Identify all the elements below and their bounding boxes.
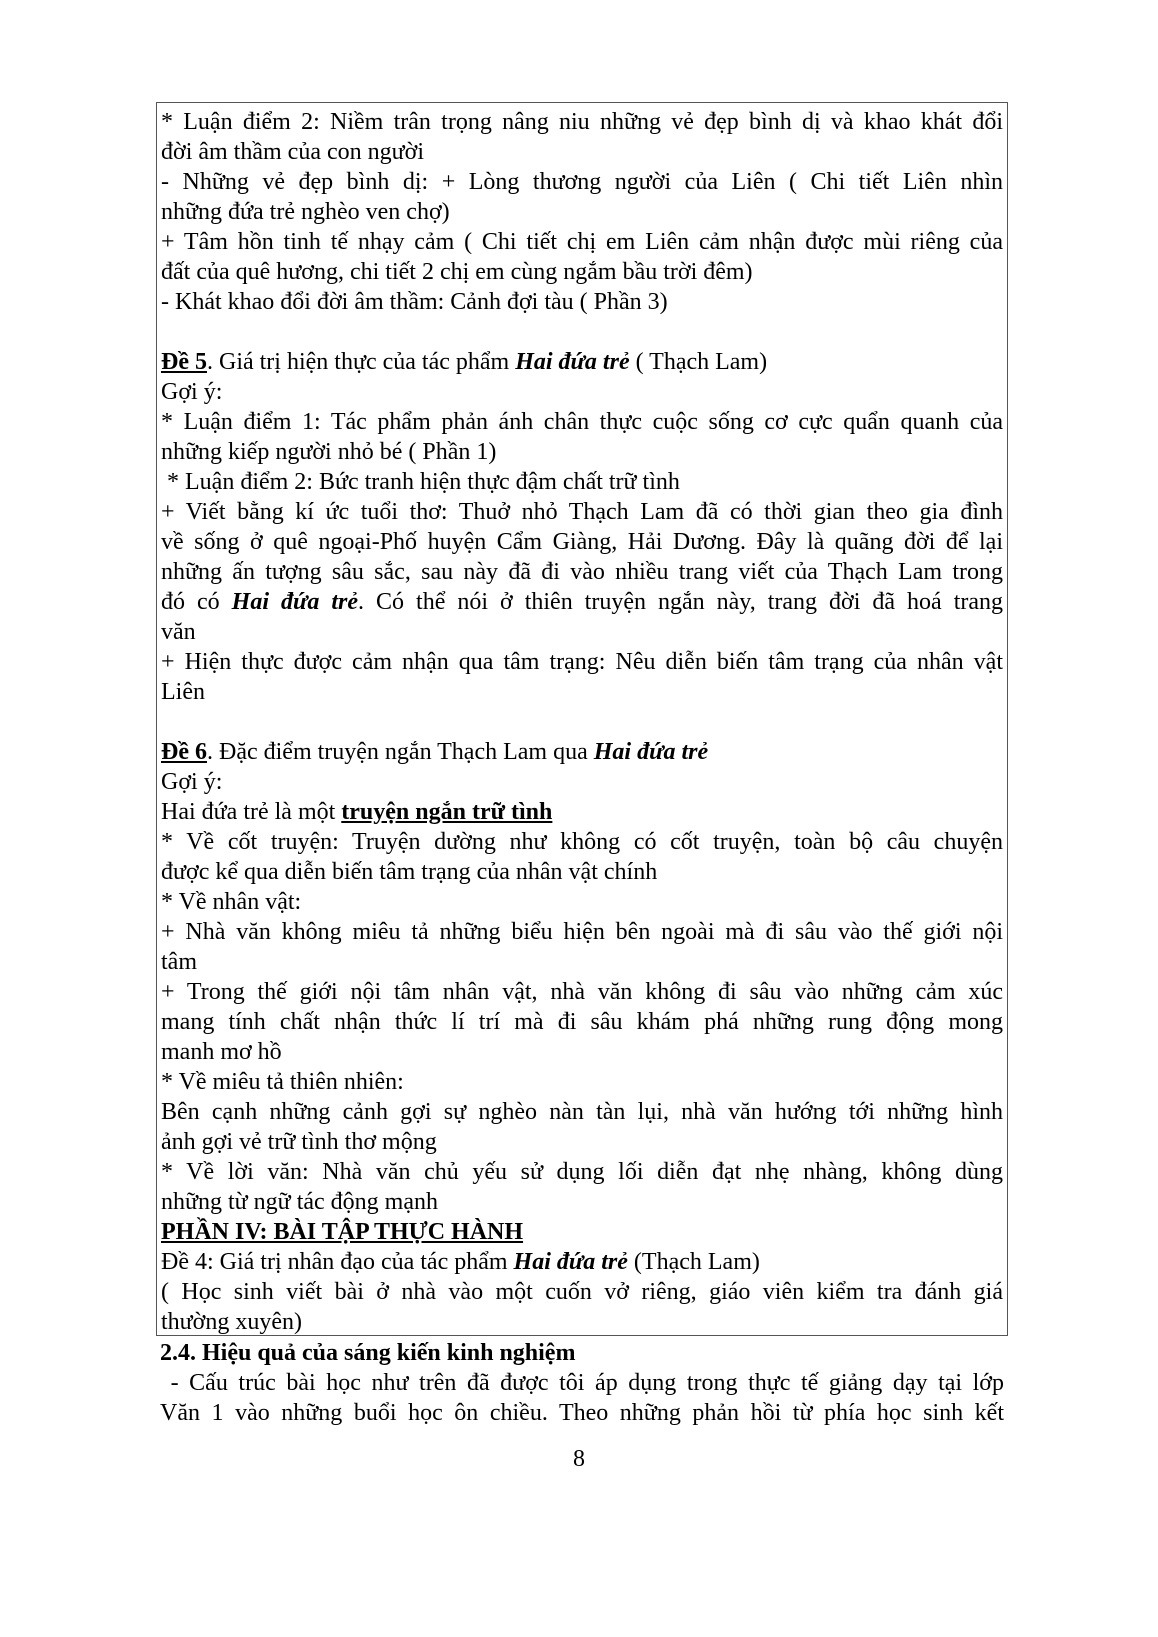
text-line: văn (161, 619, 196, 645)
text-line: * Về miêu tả thiên nhiên: (161, 1069, 404, 1095)
text-line: * Về nhân vật: (161, 889, 302, 915)
text-line: ảnh gợi vẻ trữ tình thơ mộng (161, 1129, 437, 1155)
text-line: * Về lời văn: Nhà văn chủ yếu sử dụng lối diễn đạt nhẹ nhàng, không dùng (161, 1159, 1003, 1185)
text-fragment: Hai đứa trẻ là một (161, 799, 342, 825)
de6-label: Đề 6 (161, 739, 207, 765)
text-line: Liên (161, 679, 205, 705)
text-line: ( Học sinh viết bài ở nhà vào một cuốn vở riêng, giáo viên kiểm tra đánh giá (161, 1279, 1003, 1305)
de5-label: Đề 5 (161, 349, 207, 375)
text-line: được kể qua diễn biến tâm trạng của nhân vật chính (161, 859, 658, 885)
text-line: + Trong thế giới nội tâm nhân vật, nhà văn không đi sâu vào những cảm xúc (161, 979, 1003, 1005)
text-line: đất của quê hương, chi tiết 2 chị em cùng ngắm bầu trời đêm) (161, 259, 753, 285)
de6-title: Hai đứa trẻ (593, 739, 709, 765)
text-line: - Khát khao đổi đời âm thầm: Cảnh đợi tàu ( Phần 3) (161, 289, 668, 315)
text-line: * Về cốt truyện: Truyện dường như không có cốt truyện, toàn bộ câu chuyện (161, 829, 1003, 855)
text-line: * Luận điểm 1: Tác phẩm phản ánh chân thực cuộc sống cơ cực quẩn quanh của (161, 409, 1003, 435)
section-2-4 (160, 1338, 1004, 1428)
text-line: tâm (161, 949, 197, 975)
text-fragment: . Có thể nói ở thiên truyện ngắn này, trang đời đã hoá trang (358, 589, 1003, 615)
text-line: - Những vẻ đẹp bình dị: + Lòng thương người của Liên ( Chi tiết Liên nhìn (161, 169, 1003, 195)
de5-text: . Giá trị hiện thực của tác phẩm (206, 349, 516, 375)
text-line: những từ ngữ tác động mạnh (161, 1189, 438, 1215)
emphasis: truyện ngắn trữ tình (341, 799, 553, 825)
hint-label: Gợi ý: (161, 379, 223, 405)
de5-heading (161, 347, 1003, 377)
text-fragment: đó có (161, 589, 232, 615)
text-line (161, 587, 1003, 617)
section-heading: 2.4. Hiệu quả của sáng kiến kinh nghiệm (160, 1340, 576, 1366)
text-line: thường xuyên) (161, 1309, 303, 1335)
text-line: + Nhà văn không miêu tả những biểu hiện bên ngoài mà đi sâu vào thế giới nội (161, 919, 1003, 945)
text-line: + Viết bằng kí ức tuổi thơ: Thuở nhỏ Thạch Lam đã có thời gian theo gia đình (161, 499, 1003, 525)
text-line: những ấn tượng sâu sắc, sau này đã đi vào nhiều trang viết của Thạch Lam trong (161, 559, 1003, 585)
page-number: 8 (573, 1446, 585, 1472)
text-line (161, 797, 1003, 827)
hint-label: Gợi ý: (161, 769, 223, 795)
blank-line (161, 317, 1003, 347)
text-line: + Hiện thực được cảm nhận qua tâm trạng: Nêu diễn biến tâm trạng của nhân vật (161, 649, 1003, 675)
de6-heading (161, 737, 1003, 767)
de5-title: Hai đứa trẻ (515, 349, 630, 375)
text-line: manh mơ hồ (161, 1039, 282, 1065)
blank-line (161, 707, 1003, 737)
text-line: * Luận điểm 2: Niềm trân trọng nâng niu những vẻ đẹp bình dị và khao khát đổi (161, 109, 1003, 135)
text-line: Bên cạnh những cảnh gợi sự nghèo nàn tàn lụi, nhà văn hướng tới những hình (161, 1099, 1003, 1125)
work-title: Hai đứa trẻ (513, 1249, 628, 1275)
de5-after: ( Thạch Lam) (629, 349, 768, 375)
text-line: mang tính chất nhận thức lí trí mà đi sâu khám phá những rung động mong (161, 1009, 1003, 1035)
text-line (161, 1247, 1003, 1277)
part4-heading: PHẦN IV: BÀI TẬP THỰC HÀNH (161, 1219, 524, 1245)
work-title: Hai đứa trẻ (231, 589, 359, 615)
text-line: - Cấu trúc bài học như trên đã được tôi áp dụng trong thực tế giảng dạy tại lớp (160, 1370, 1004, 1396)
text-line: về sống ở quê ngoại-Phố huyện Cẩm Giàng, Hải Dương. Đây là quãng đời để lại (161, 529, 1003, 555)
text-fragment: Đề 4: Giá trị nhân đạo của tác phẩm (161, 1249, 514, 1275)
text-line: những kiếp người nhỏ bé ( Phần 1) (161, 439, 497, 465)
content-box (156, 102, 1008, 1336)
text-line: đời âm thầm của con người (161, 139, 424, 165)
text-line: * Luận điểm 2: Bức tranh hiện thực đậm chất trữ tình (161, 469, 680, 495)
text-line: Văn 1 vào những buổi học ôn chiều. Theo những phản hồi từ phía học sinh kết (160, 1400, 1004, 1426)
text-line: + Tâm hồn tinh tế nhạy cảm ( Chi tiết chị em Liên cảm nhận được mùi riêng của (161, 229, 1003, 255)
text-fragment: (Thạch Lam) (627, 1249, 760, 1275)
de6-text: . Đặc điểm truyện ngắn Thạch Lam qua (206, 739, 594, 765)
text-line: những đứa trẻ nghèo ven chợ) (161, 199, 450, 225)
